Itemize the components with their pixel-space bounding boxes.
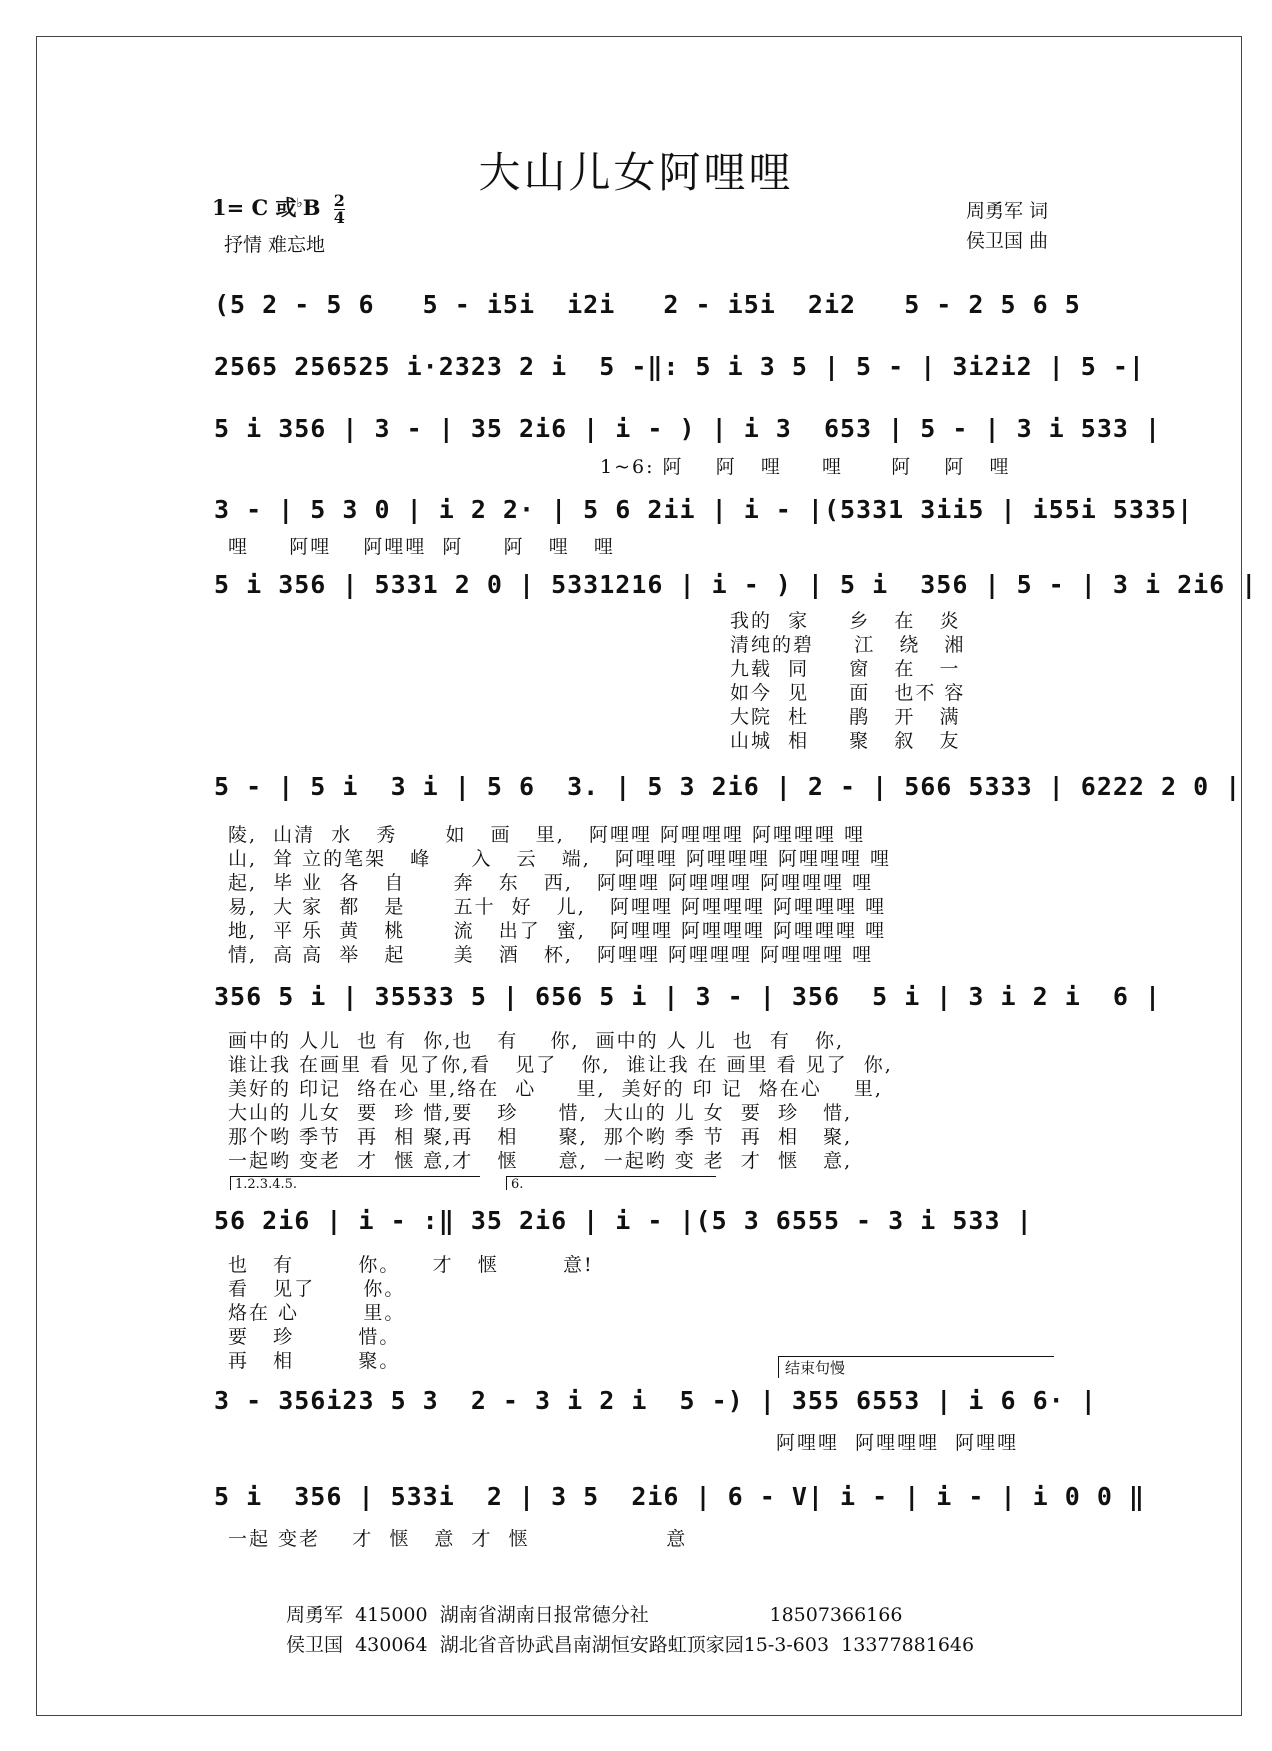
verse-a-5: 大院 杜 鹃 开 满: [730, 706, 961, 728]
volta-1: 1.2.3.4.5.: [230, 1176, 480, 1190]
score-line-5: 5 i 356 | 5331 2 0 | 5331216 | i - ) | 5 i 356 | 5 - | 3 i 2i6 |: [214, 570, 1258, 599]
score-line-1: (5 2 - 5 6 5 - i5i i2i 2 - i5i 2i2 5 - 2 5 6 5: [214, 290, 1081, 319]
lyricist: 周勇军 词: [966, 200, 1049, 222]
footer-line-2: 侯卫国 430064 湖北省音协武昌南湖恒安路虹顶家园15-3-603 13377881646: [286, 1634, 975, 1656]
verse-d-2: 看 见了 你。: [228, 1278, 406, 1300]
lyric-row-3: 1~6: 阿 阿 哩 哩 阿 阿 哩: [600, 456, 1011, 478]
time-top: 2: [333, 191, 345, 210]
ending-marker: 结束句慢: [778, 1356, 1054, 1378]
verse-c-3: 美好的 印记 络在心 里,络在 心 里, 美好的 印 记 烙在心 里,: [228, 1078, 883, 1100]
verse-d-4: 要 珍 惜。: [228, 1326, 401, 1348]
song-title: 大山儿女阿哩哩: [478, 148, 794, 197]
verse-b-2: 山, 耸 立的笔架 峰 入 云 端, 阿哩哩 阿哩哩哩 阿哩哩哩 哩: [228, 848, 891, 870]
verse-b-3: 起, 毕 业 各 自 奔 东 西, 阿哩哩 阿哩哩哩 阿哩哩哩 哩: [228, 872, 874, 894]
verse-a-3: 九载 同 窗 在 一: [730, 658, 961, 680]
tempo-marking: 抒情 难忘地: [224, 234, 326, 256]
verse-d-5: 再 相 聚。: [228, 1350, 401, 1372]
key-signature: [212, 192, 345, 226]
verse-c-1: 画中的 人儿 也 有 你,也 有 你, 画中的 人 儿 也 有 你,: [228, 1030, 845, 1052]
score-line-8: 56 2i6 | i - :‖ 35 2i6 | i - |(5 3 6555 - 3 i 533 |: [214, 1206, 1033, 1235]
key-b: B: [302, 195, 321, 220]
volta-2: 6.: [506, 1176, 716, 1190]
verse-c-5: 那个哟 季节 再 相 聚,再 相 聚, 那个哟 季 节 再 相 聚,: [228, 1126, 853, 1148]
verse-c-4: 大山的 儿女 要 珍 惜,要 珍 惜, 大山的 儿 女 要 珍 惜,: [228, 1102, 853, 1124]
time-bottom: 4: [333, 208, 345, 227]
lyric-row-9: 阿哩哩 阿哩哩哩 阿哩哩: [776, 1432, 1019, 1454]
score-line-10: 5 i 356 | 533i 2 | 3 5 2i6 | 6 - V| i - | i - | i 0 0 ‖: [214, 1482, 1145, 1511]
composer: 侯卫国 曲: [966, 230, 1049, 252]
time-signature: [334, 193, 345, 226]
verse-d-3: 烙在 心 里。: [228, 1302, 406, 1324]
verse-c-2: 谁让我 在画里 看 见了你,看 见了 你, 谁让我 在 画里 看 见了 你,: [228, 1054, 893, 1076]
verse-b-4: 易, 大 家 都 是 五十 好 儿, 阿哩哩 阿哩哩哩 阿哩哩哩 哩: [228, 896, 887, 918]
verse-d-1: 也 有 你。 才 惬 意!: [228, 1254, 594, 1276]
verse-a-4: 如今 见 面 也不 容: [730, 682, 966, 704]
verse-b-1: 陵, 山清 水 秀 如 画 里, 阿哩哩 阿哩哩哩 阿哩哩哩 哩: [228, 824, 866, 846]
verse-a-1: 我的 家 乡 在 炎: [730, 610, 961, 632]
verse-b-6: 情, 高 高 举 起 美 酒 杯, 阿哩哩 阿哩哩哩 阿哩哩哩 哩: [228, 944, 874, 966]
score-line-2: 2565 256525 i·2323 2 i 5 -‖: 5 i 3 5 | 5 - | 3i2i2 | 5 -|: [214, 352, 1145, 381]
verse-b-5: 地, 平 乐 黄 桃 流 出了 蜜, 阿哩哩 阿哩哩哩 阿哩哩哩 哩: [228, 920, 887, 942]
verse-a-2: 清纯的碧 江 绕 湘: [730, 634, 966, 656]
flat-symbol: ♭: [296, 196, 303, 211]
key-text: 1= C 或: [212, 195, 297, 220]
score-line-7: 356 5 i | 35533 5 | 656 5 i | 3 - | 356 5 i | 3 i 2 i 6 |: [214, 982, 1162, 1011]
score-line-6: 5 - | 5 i 3 i | 5 6 3. | 5 3 2i6 | 2 - | 566 5333 | 6222 2 0 |: [214, 772, 1242, 801]
lyric-row-4: 哩 阿哩 阿哩哩 阿 阿 哩 哩: [228, 536, 615, 558]
score-line-4: 3 - | 5 3 0 | i 2 2· | 5 6 2ii | i - |(5331 3ii5 | i55i 5335|: [214, 495, 1194, 524]
score-line-3: 5 i 356 | 3 - | 35 2i6 | i - ) | i 3 653 | 5 - | 3 i 533 |: [214, 414, 1162, 443]
score-line-9: 3 - 356i23 5 3 2 - 3 i 2 i 5 -) | 355 6553 | i 6 6· |: [214, 1386, 1097, 1415]
verse-a-6: 山城 相 聚 叙 友: [730, 730, 961, 752]
footer-line-1: 周勇军 415000 湖南省湖南日报常德分社 18507366166: [286, 1604, 903, 1626]
lyric-row-10: 一起 变老 才 惬 意 才 惬 意: [228, 1528, 688, 1550]
verse-c-6: 一起哟 变老 才 惬 意,才 惬 意, 一起哟 变 老 才 惬 意,: [228, 1150, 853, 1172]
